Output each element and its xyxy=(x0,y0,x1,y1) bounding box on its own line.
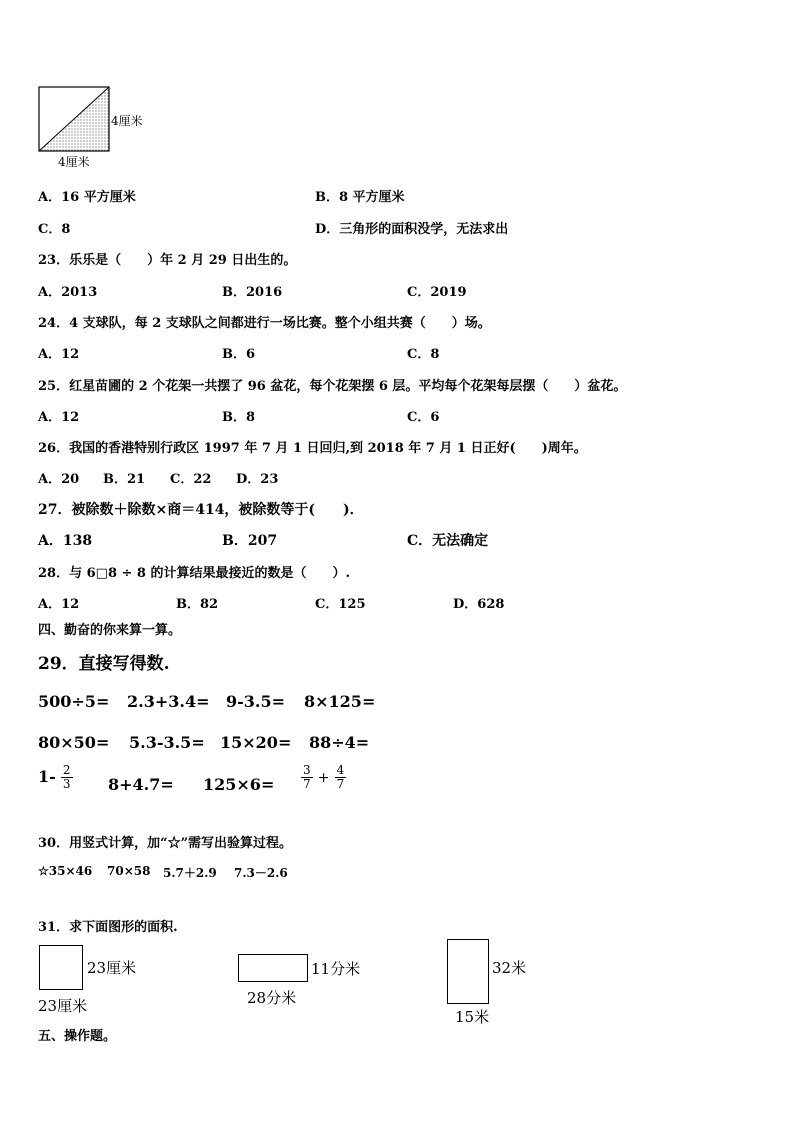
q24-option-a[interactable]: A．12 xyxy=(38,347,80,362)
q29-row3-prefix: 1- xyxy=(38,767,56,786)
q23-stem: 23．乐乐是（ ）年 2 月 29 日出生的。 xyxy=(38,253,297,268)
q29-row3-item2: 8+4.7= xyxy=(108,775,174,794)
q30-item3: 5.7＋2.9 xyxy=(163,866,217,880)
q26-option-b[interactable]: B．21 xyxy=(103,472,146,487)
q24-option-b[interactable]: B．6 xyxy=(222,347,256,362)
q27-option-c[interactable]: C．无法确定 xyxy=(407,533,489,549)
section-4-heading: 四、勤奋的你来算一算。 xyxy=(38,623,182,638)
q30-item1: ☆35×46 xyxy=(38,864,93,878)
q28-option-d[interactable]: D．628 xyxy=(453,597,505,612)
q26-option-d[interactable]: D．23 xyxy=(236,472,279,487)
q28-stem: 28．与 6□8 ÷ 8 的计算结果最接近的数是（ ）. xyxy=(38,566,351,581)
q25-option-c[interactable]: C．6 xyxy=(407,410,440,425)
q29-row2-item1: 80×50= xyxy=(38,733,110,752)
q29-row1-item1: 500÷5= xyxy=(38,692,110,711)
q25-stem: 25．红星苗圃的 2 个花架一共摆了 96 盆花，每个花架摆 6 层。平均每个花架每层摆（ ）盆花。 xyxy=(38,379,627,394)
q29-row2-item3: 15×20= xyxy=(220,733,292,752)
plus-sign: + xyxy=(317,770,330,786)
figure-bottom-label: 4厘米 xyxy=(58,155,90,169)
fraction-3-7: $\frac{3}{7}$ xyxy=(303,763,311,791)
square-shape xyxy=(39,945,83,990)
q23-option-b[interactable]: B．2016 xyxy=(222,285,283,300)
q29-row1-item2: 2.3+3.4= xyxy=(127,692,210,711)
q24-option-c[interactable]: C．8 xyxy=(407,347,440,362)
q25-option-b[interactable]: B．8 xyxy=(222,410,256,425)
q29-row3-item1 xyxy=(38,764,73,791)
q29-row1-item3: 9-3.5= xyxy=(226,692,286,711)
q26-option-c[interactable]: C．22 xyxy=(170,472,212,487)
q25-option-a[interactable]: A．12 xyxy=(38,410,80,425)
q28-option-c[interactable]: C．125 xyxy=(315,597,366,612)
q22-option-d[interactable]: D．三角形的面积没学，无法求出 xyxy=(315,222,509,237)
square-right-label: 23厘米 xyxy=(87,959,137,977)
fraction-2-3: $\frac{2}{3}$ xyxy=(62,763,71,791)
q29-row2-item2: 5.3-3.5= xyxy=(129,733,205,752)
q22-option-c[interactable]: C．8 xyxy=(38,222,71,237)
tall-rectangle-shape xyxy=(447,939,489,1004)
q24-stem: 24．4 支球队，每 2 支球队之间都进行一场比赛。整个小组共赛（ ）场。 xyxy=(38,316,491,331)
q29-row3-item4 xyxy=(301,764,346,791)
q29-row2-item4: 88÷4= xyxy=(309,733,370,752)
q22-option-a[interactable]: A．16 平方厘米 xyxy=(38,190,136,205)
q30-item2: 70×58 xyxy=(107,864,151,878)
q26-option-a[interactable]: A．20 xyxy=(38,472,80,487)
rectangle-right-label: 11分米 xyxy=(311,960,361,978)
q27-stem: 27．被除数＋除数×商＝414，被除数等于( )． xyxy=(38,502,364,518)
q30-item4: 7.3－2.6 xyxy=(234,866,288,880)
q26-stem: 26．我国的香港特别行政区 1997 年 7 月 1 日回归,到 2018 年 7 月 1 日正好( )周年。 xyxy=(38,441,587,456)
square-triangle-figure xyxy=(38,86,110,152)
figure-side-label: 4厘米 xyxy=(111,114,143,128)
q22-option-b[interactable]: B．8 平方厘米 xyxy=(315,190,405,205)
tall-rectangle-bottom-label: 15米 xyxy=(455,1008,490,1026)
q31-stem: 31．求下面图形的面积. xyxy=(38,920,178,935)
q23-option-a[interactable]: A．2013 xyxy=(38,285,98,300)
q23-option-c[interactable]: C．2019 xyxy=(407,285,467,300)
section-5-heading: 五、操作题。 xyxy=(38,1029,117,1044)
tall-rectangle-right-label: 32米 xyxy=(492,959,527,977)
fraction-4-7: $\frac{4}{7}$ xyxy=(336,763,345,791)
q29-row1-item4: 8×125= xyxy=(304,692,376,711)
rectangle-shape xyxy=(238,954,308,982)
q27-option-b[interactable]: B．207 xyxy=(222,533,278,549)
q27-option-a[interactable]: A．138 xyxy=(38,533,93,549)
square-bottom-label: 23厘米 xyxy=(38,997,88,1015)
q30-stem: 30．用竖式计算，加“☆”需写出验算过程。 xyxy=(38,836,293,851)
q28-option-a[interactable]: A．12 xyxy=(38,597,80,612)
q29-row3-item3: 125×6= xyxy=(203,775,275,794)
rectangle-bottom-label: 28分米 xyxy=(247,989,297,1007)
q29-stem: 29．直接写得数. xyxy=(38,654,170,674)
q28-option-b[interactable]: B．82 xyxy=(176,597,219,612)
